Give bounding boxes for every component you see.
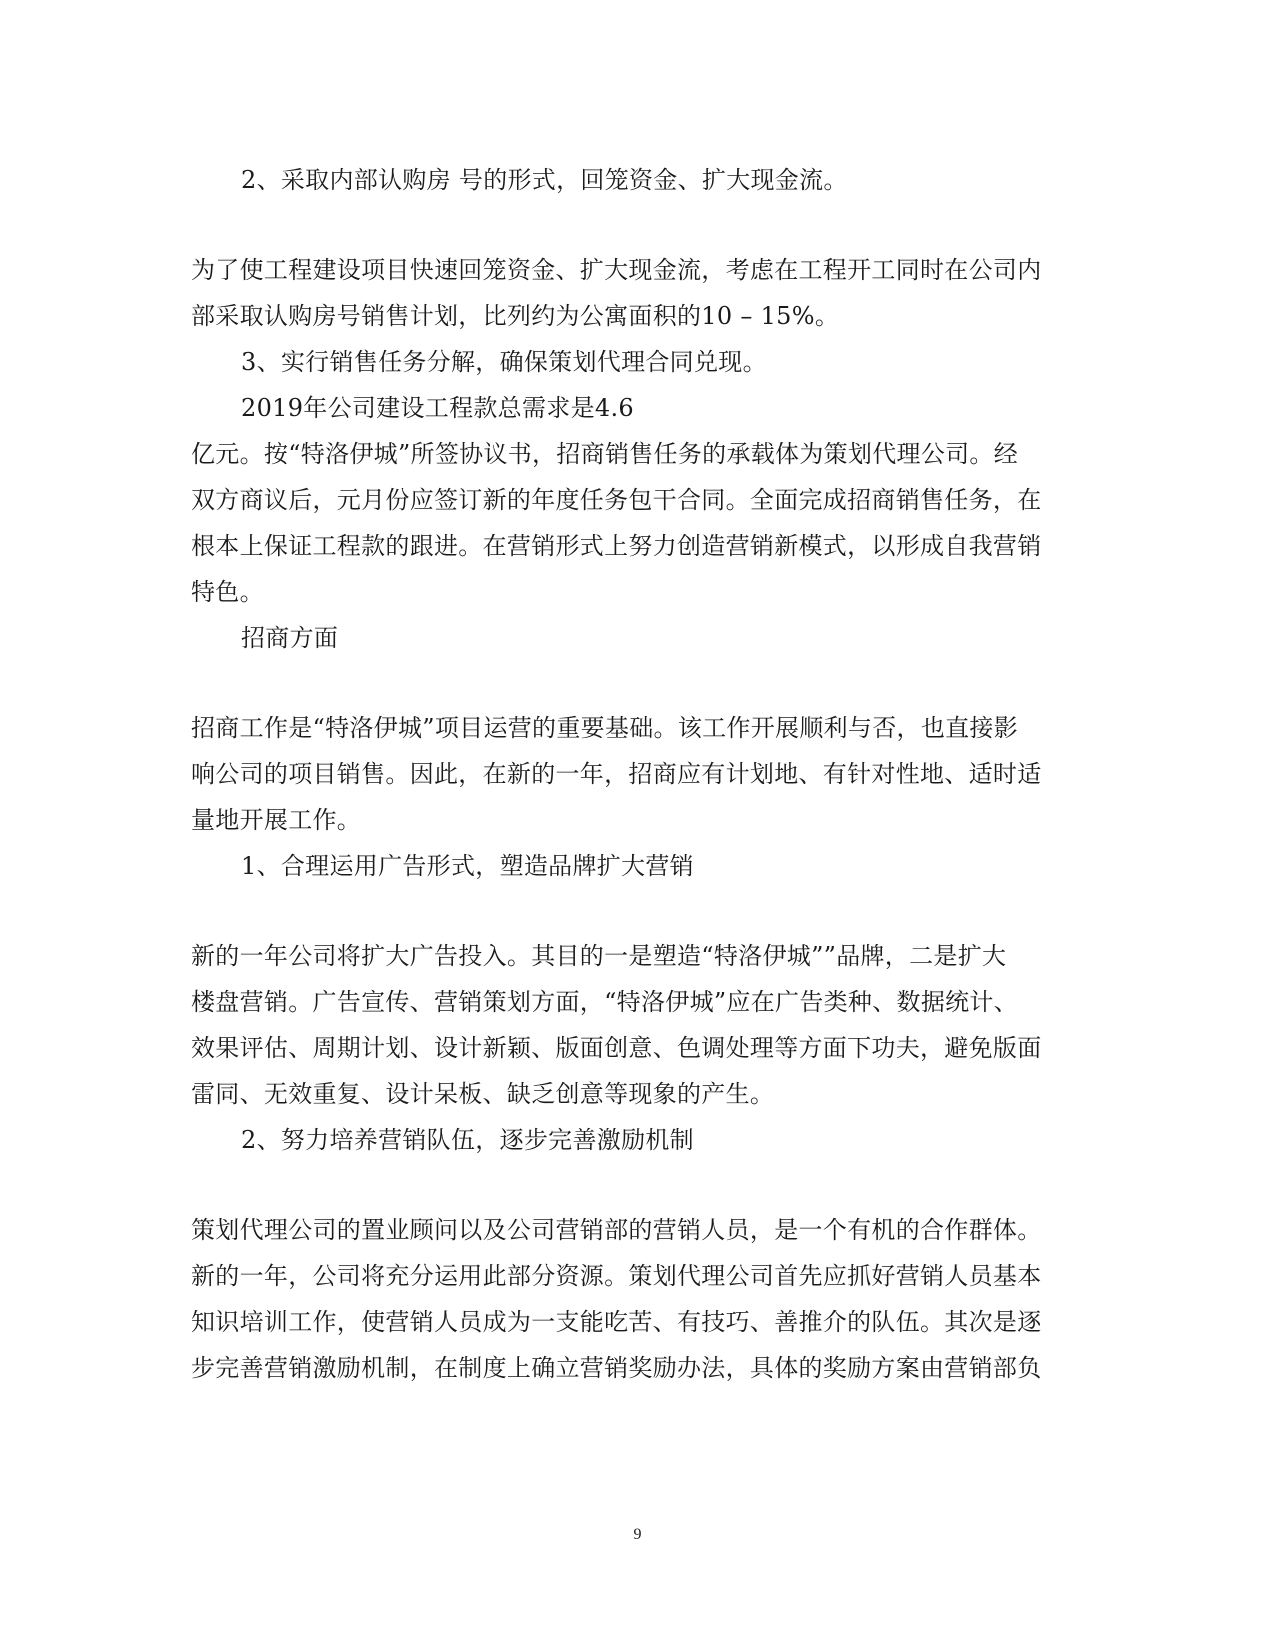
text-line: 量地开展工作。 [191, 806, 362, 834]
text-line: 策划代理公司的置业顾问以及公司营销部的营销人员，是一个有机的合作群体。 [191, 1216, 1042, 1244]
text-line: 雷同、无效重复、设计呆板、缺乏创意等现象的产生。 [191, 1080, 775, 1108]
text-line: 双方商议后，元月份应签订新的年度任务包干合同。全面完成招商销售任务，在 [191, 486, 1042, 514]
text-line: 2、采取内部认购房 号的形式，回笼资金、扩大现金流。 [241, 166, 848, 194]
text-line: 根本上保证工程款的跟进。在营销形式上努力创造营销新模式，以形成自我营销 [191, 532, 1042, 560]
text-line: 3、实行销售任务分解，确保策划代理合同兑现。 [241, 348, 767, 376]
text-line: 效果评估、周期计划、设计新颖、版面创意、色调处理等方面下功夫，避免版面 [191, 1034, 1042, 1062]
text-line: 步完善营销激励机制，在制度上确立营销奖励办法，具体的奖励方案由营销部负 [191, 1354, 1042, 1382]
subsection-heading: 1、合理运用广告形式，塑造品牌扩大营销 [241, 852, 694, 880]
page-number: 9 [633, 1526, 642, 1543]
subsection-heading: 2、努力培养营销队伍，逐步完善激励机制 [241, 1126, 694, 1154]
text-line: 为了使工程建设项目快速回笼资金、扩大现金流，考虑在工程开工同时在公司内 [191, 256, 1042, 284]
text-line: 知识培训工作，使营销人员成为一支能吃苦、有技巧、善推介的队伍。其次是逐 [191, 1308, 1042, 1336]
text-line: 部采取认购房号销售计划，比列约为公寓面积的10 – 15%。 [191, 302, 840, 330]
text-line: 新的一年，公司将充分运用此部分资源。策划代理公司首先应抓好营销人员基本 [191, 1262, 1042, 1290]
text-line: 2019年公司建设工程款总需求是4.6 [241, 394, 634, 422]
text-line: 响公司的项目销售。因此，在新的一年，招商应有计划地、有针对性地、适时适 [191, 760, 1042, 788]
text-line: 亿元。按“特洛伊城”所签协议书，招商销售任务的承载体为策划代理公司。经 [191, 440, 1019, 468]
text-line: 招商工作是“特洛伊城”项目运营的重要基础。该工作开展顺利与否，也直接影 [191, 714, 1019, 742]
text-line: 新的一年公司将扩大广告投入。其目的一是塑造“特洛伊城””品牌，二是扩大 [191, 942, 1007, 970]
text-line: 特色。 [191, 578, 264, 606]
section-heading: 招商方面 [241, 624, 339, 652]
text-line: 楼盘营销。广告宣传、营销策划方面，“特洛伊城”应在广告类种、数据统计、 [191, 988, 1019, 1016]
